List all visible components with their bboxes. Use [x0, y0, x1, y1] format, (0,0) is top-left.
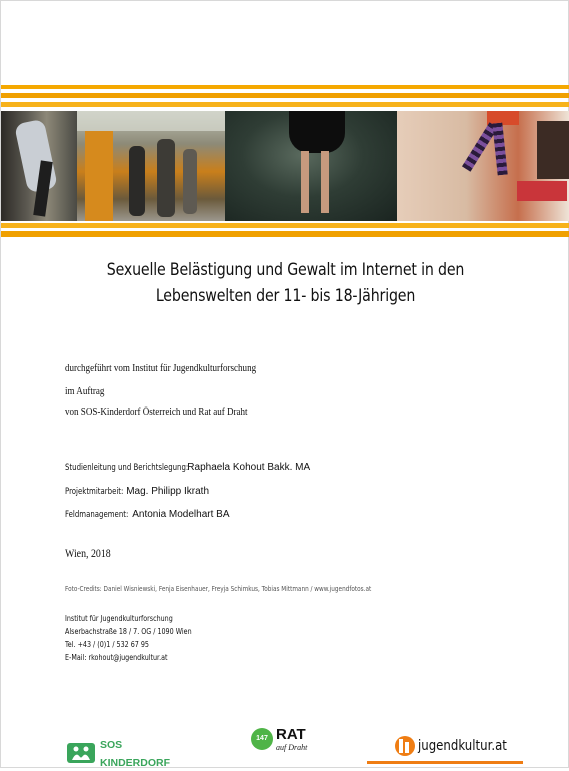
staff-label: Studienleitung und Berichtslegung:	[65, 463, 189, 473]
photo-credits: Foto-Credits: Daniel Wisniewski, Fenja Eisenhauer, Freyja Schimkus, Tobias Mittmann / www.jugendfotos.at	[65, 585, 372, 593]
address-line: E-Mail: rkohout@jugendkultur.at	[65, 653, 168, 662]
rat-number-bubble: 147	[251, 728, 273, 750]
header-stripe	[1, 231, 569, 237]
document-title-line2: Lebenswelten der 11- bis 18-Jährigen	[155, 286, 416, 305]
sos-kinderdorf-logo	[67, 735, 170, 771]
address-line: Institut für Jugendkulturforschung	[65, 614, 173, 623]
photo-dress-legs	[225, 111, 397, 221]
photo-street-crowd	[77, 111, 225, 221]
header-stripe	[1, 102, 569, 107]
jugendkultur-underline	[367, 761, 523, 764]
sos-family-icon	[67, 743, 95, 763]
staff-line-field	[65, 509, 230, 520]
jugendkultur-circle-icon	[395, 736, 415, 756]
sos-logo-line2: KINDERDORF	[100, 757, 170, 769]
staff-label: Feldmanagement:	[65, 510, 129, 520]
staff-value: Raphaela Kohout Bakk. MA	[187, 462, 311, 473]
staff-value: Mag. Philipp Ikrath	[126, 486, 210, 497]
photo-banner	[1, 111, 569, 221]
document-title-line1: Sexuelle Belästigung und Gewalt im Internet in den	[106, 260, 465, 279]
photo-jumping-legs	[1, 111, 77, 221]
place-year: Wien, 2018	[65, 548, 111, 560]
address-line: Alserbachstraße 18 / 7. OG / 1090 Wien	[65, 627, 192, 636]
rat-logo-word: RAT	[276, 726, 306, 743]
rat-auf-draht-logo	[251, 726, 307, 752]
jugendkultur-logo-text: jugendkultur.at	[418, 738, 507, 754]
header-stripe	[1, 85, 569, 89]
sos-logo-line1: SOS	[100, 739, 123, 751]
address-line: Tel. +43 / (0)1 / 532 67 95	[65, 640, 149, 649]
staff-label: Projektmitarbeit:	[65, 487, 124, 497]
staff-value: Antonia Modelhart BA	[132, 509, 230, 520]
rat-logo-sub: auf Draht	[276, 743, 308, 752]
header-stripe	[1, 93, 569, 98]
jugendkultur-logo	[395, 736, 524, 756]
header-stripe	[1, 223, 569, 228]
conducted-by-text: durchgeführt vom Institut für Jugendkulturforschung	[65, 363, 257, 374]
photo-striped-tights	[397, 111, 569, 221]
staff-line-project	[65, 486, 209, 497]
staff-line-lead	[65, 462, 310, 473]
client-text: von SOS-Kinderdorf Österreich und Rat auf Draht	[65, 407, 248, 418]
on-behalf-text: im Auftrag	[65, 386, 105, 397]
